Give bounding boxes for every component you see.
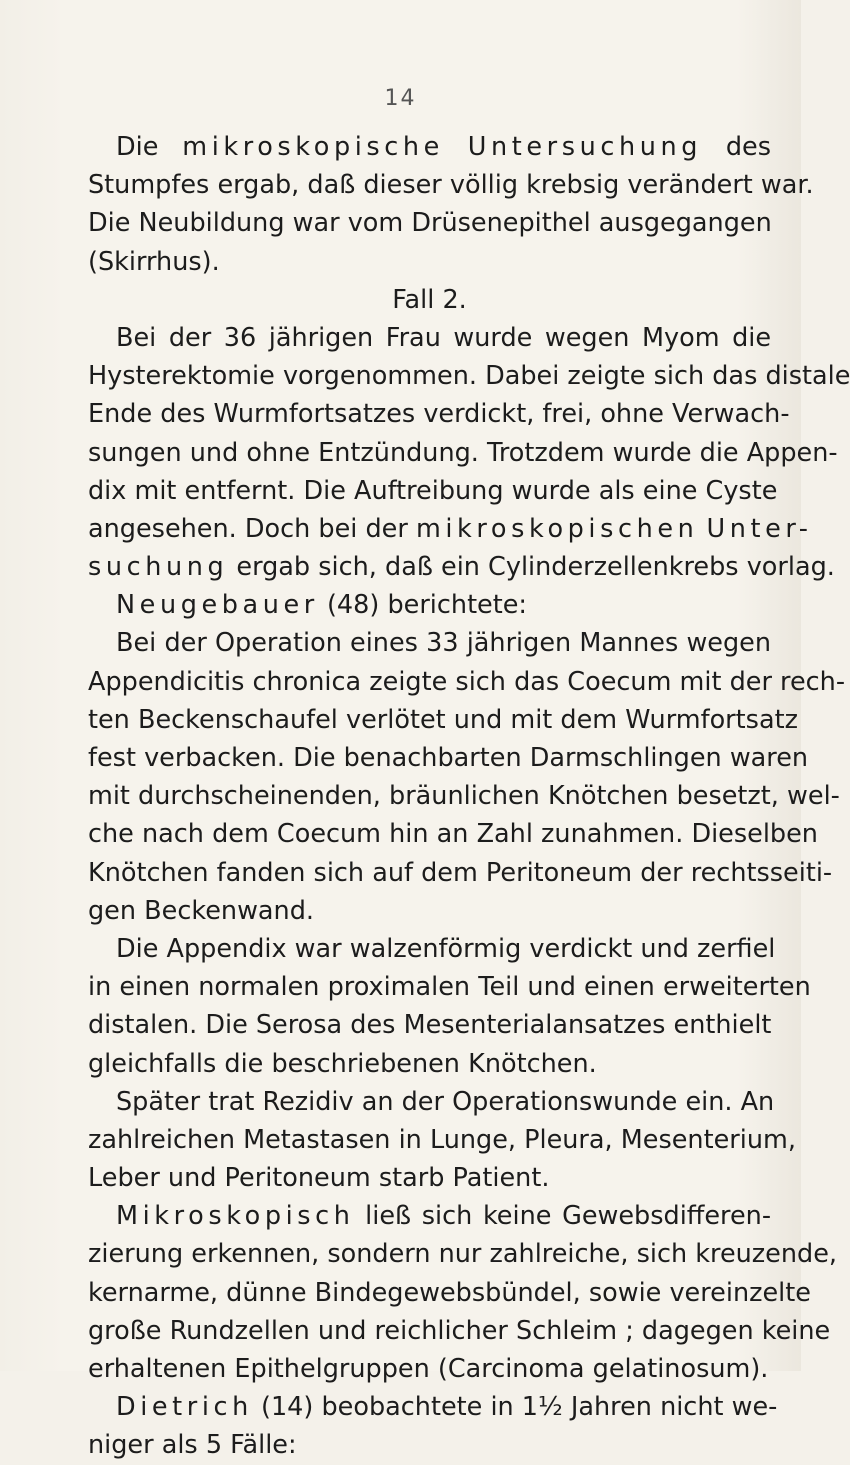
emphasized-word: mikroskopischen [415,513,699,544]
text-line: Bei der Operation eines 33 jährigen Mannes wegen [116,628,772,659]
text-line: kernarme, dünne Bindegewebsbündel, sowie vereinzelte [88,1277,811,1308]
emphasized-word: mikroskopische [182,132,444,162]
text-line: Die mikroskopische Untersuchung des [116,132,771,162]
text-line: sungen und ohne Entzündung. Trotzdem wurde die Appen- [88,437,838,468]
text-line: Mikroskopisch ließ sich keine Gewebsdifferen- [116,1201,772,1232]
emphasized-word: Untersuchung [467,132,702,162]
text-line: Leber und Peritoneum starb Patient. [88,1163,550,1194]
text-line: Hysterektomie vorgenommen. Dabei zeigte sich das distale [88,361,850,392]
text-line: Später trat Rezidiv an der Operationswunde ein. An [116,1086,775,1117]
text-line: ten Beckenschaufel verlötet und mit dem Wurmfortsatz [88,704,798,735]
text-line: zahlreichen Metastasen in Lunge, Pleura, Mesenterium, [88,1124,796,1155]
text-line: große Rundzellen und reichlicher Schleim ; dagegen keine [88,1315,831,1346]
text-line: (Skirrhus). [88,246,220,277]
emphasized-word: suchung [88,552,229,583]
page-number: 14 [384,86,417,111]
text-line: Neugebauer (48) berichtete: [116,590,528,621]
text-line: Knötchen fanden sich auf dem Peritoneum der rechtsseiti- [88,857,833,888]
text-line: zierung erkennen, sondern nur zahlreiche, sich kreuzende, [88,1239,838,1270]
text-line: mit durchscheinenden, bräunlichen Knötchen besetzt, wel- [88,781,840,812]
text-line: Dietrich (14) beobachtete in 1½ Jahren nicht we- [116,1392,778,1423]
text-line: Appendicitis chronica zeigte sich das Coecum mit der rech- [88,666,846,697]
text-line: Die Appendix war walzenförmig verdickt und zerfiel [116,933,776,964]
text-line: fest verbacken. Die benachbarten Darmschlingen waren [88,743,809,773]
text-line: Die Neubildung war vom Drüsenepithel ausgegangen [88,208,772,239]
text-line: erhaltenen Epithelgruppen (Carcinoma gelatinosum). [88,1354,769,1384]
text-line: Ende des Wurmfortsatzes verdickt, frei, ohne Verwach- [88,399,790,430]
text-line: niger als 5 Fälle: [88,1430,297,1461]
text-line: gleichfalls die beschriebenen Knötchen. [88,1048,597,1079]
emphasized-word: Dietrich [116,1392,253,1423]
emphasized-word: Unter- [706,513,813,544]
emphasized-word: Neugebauer [116,590,319,621]
text-line: distalen. Die Serosa des Mesenterialansatzes enthielt [88,1010,772,1041]
text-line: angesehen. Doch bei der mikroskopischen Unter- [88,513,813,544]
text-line: suchung ergab sich, daß ein Cylinderzellenkrebs vorlag. [88,552,835,583]
text-line: dix mit entfernt. Die Auftreibung wurde als eine Cyste [88,475,778,506]
text-line: Stumpfes ergab, daß dieser völlig krebsig verändert war. [88,170,814,201]
text-line: gen Beckenwand. [88,895,315,926]
text-line: Bei der 36 jährigen Frau wurde wegen Myom die [116,322,772,353]
emphasized-word: Mikroskopisch [116,1201,355,1232]
text-line: in einen normalen proximalen Teil und einen erweiterten [88,972,811,1003]
text-line: che nach dem Coecum hin an Zahl zunahmen. Dieselben [88,819,818,850]
section-heading: Fall 2. [392,284,467,315]
body-text [88,128,850,1465]
